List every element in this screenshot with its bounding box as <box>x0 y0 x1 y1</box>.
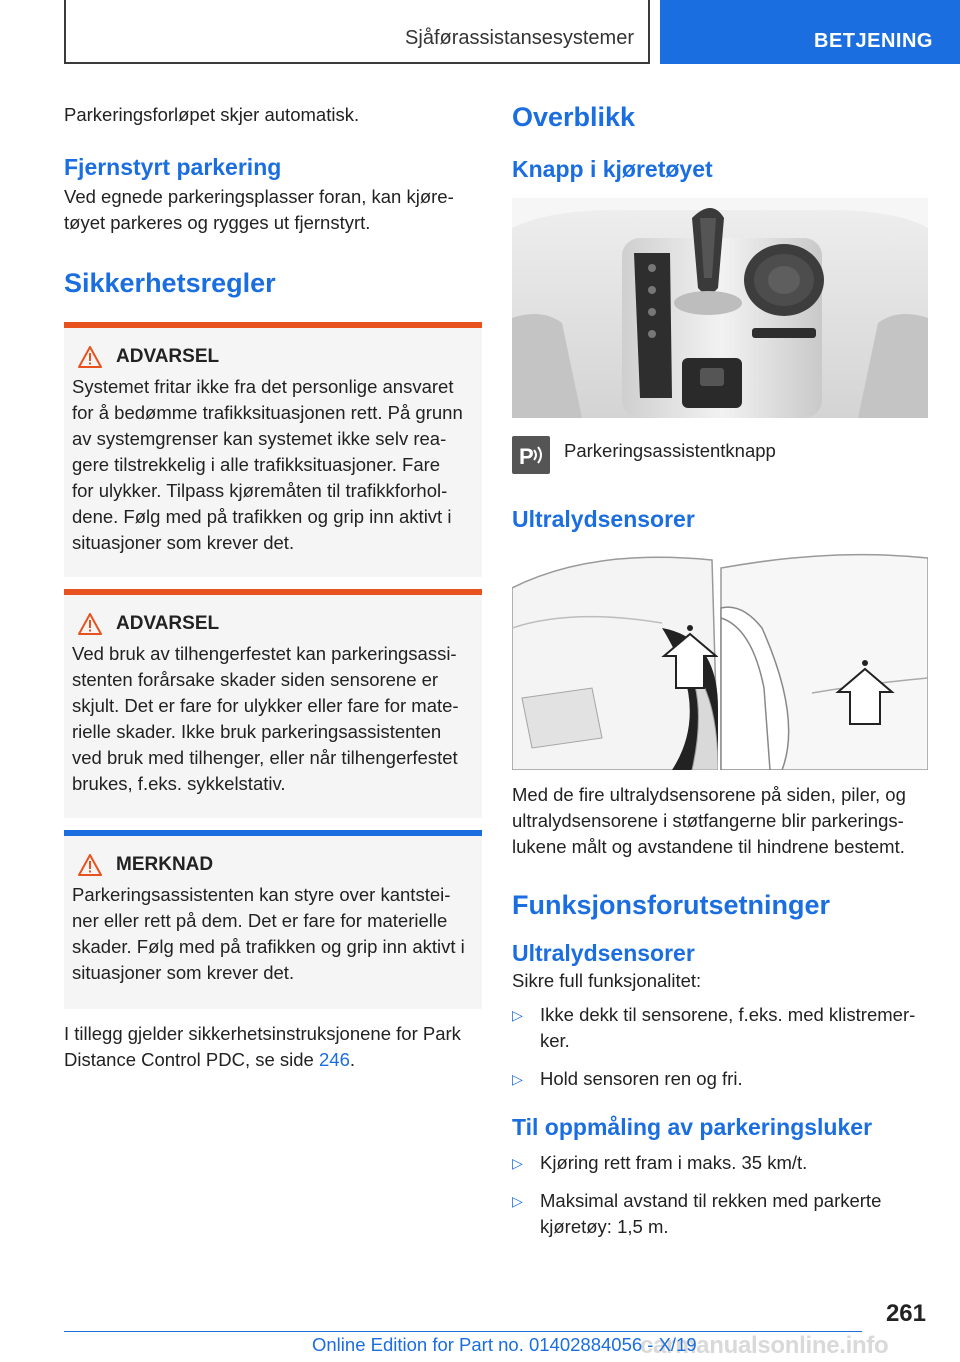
notice-line: skader. Følg med på trafikken og grip inn aktivt i <box>72 936 465 957</box>
list-item-line: Ikke dekk til sensorene, f.eks. med klistremer- <box>540 1004 916 1025</box>
page-number: 261 <box>885 1300 926 1327</box>
warning-line: for å bedømme trafikksituasjonen rett. På grunn <box>72 402 463 423</box>
warning-box-1 <box>64 322 482 577</box>
remote-parking-title: Fjernstyrt parkering <box>64 154 282 180</box>
notice-line: Parkeringsassistenten kan styre over kantstei- <box>72 884 451 905</box>
notice-line: ner eller rett på dem. Det er fare for materielle <box>72 910 448 931</box>
sensors-title: Ultralydsensorer <box>512 506 695 532</box>
warning-header-1 <box>72 346 474 368</box>
triangle-bullet-icon: ▷ <box>512 1193 523 1209</box>
list-item <box>512 1150 928 1176</box>
right-column <box>512 96 928 1240</box>
warning-triangle-icon <box>78 854 102 876</box>
triangle-bullet-icon: ▷ <box>512 1071 523 1087</box>
overview-title: Overblikk <box>512 102 636 132</box>
console-drawing <box>512 198 928 418</box>
warning-line: dene. Følg med på trafikken og grip inn aktivt i <box>72 506 452 527</box>
button-caption: Parkeringsassistentknapp <box>564 440 776 461</box>
additional-text-2-start: Distance Control PDC, se side <box>64 1049 319 1070</box>
list-item-line: Hold sensoren ren og fri. <box>540 1068 743 1089</box>
car-sensor-illustration <box>512 548 928 770</box>
intro-text: Parkeringsforløpet skjer automatisk. <box>64 104 360 125</box>
console-illustration <box>512 198 928 418</box>
button-title: Knapp i kjøretøyet <box>512 156 713 182</box>
footer-edition: Online Edition for Part no. 01402884056 - X/19 <box>312 1334 697 1355</box>
list-item-line: kjøretøy: 1,5 m. <box>540 1216 669 1237</box>
warning-triangle-icon <box>78 346 102 368</box>
warning-triangle-icon <box>78 613 102 635</box>
warning-label-2: ADVARSEL <box>116 613 220 634</box>
warning-line: situasjoner som krever det. <box>72 532 295 553</box>
notice-line: situasjoner som krever det. <box>72 962 295 983</box>
warning-header-2 <box>72 613 474 635</box>
sensors-text: lukene målt og avstandene til hindrene bestemt. <box>512 836 905 857</box>
list-item <box>512 1002 928 1054</box>
header-chapter-tab <box>660 0 960 64</box>
additional-text-2 <box>64 1047 482 1073</box>
parking-assist-button-icon <box>512 436 550 474</box>
svg-text:P: P <box>519 444 534 469</box>
triangle-bullet-icon: ▷ <box>512 1007 523 1023</box>
warning-line: for ulykker. Tilpass kjøremåten til trafikkforhol- <box>72 480 448 501</box>
warning-line: Ved bruk av tilhengerfestet kan parkeringsassi- <box>72 643 457 664</box>
notice-box <box>64 830 482 1009</box>
prerequisites-subtitle: Ultralydsensorer <box>512 940 695 966</box>
header-section-tab <box>64 0 650 64</box>
left-column <box>64 96 482 1073</box>
list-item-line: ker. <box>540 1030 570 1051</box>
sensors-text: ultralydsensorene i støtfangerne blir parkerings- <box>512 810 904 831</box>
notice-label: MERKNAD <box>116 854 214 875</box>
safety-title: Sikkerhetsregler <box>64 268 276 298</box>
list-item-line: Maksimal avstand til rekken med parkerte <box>540 1190 882 1211</box>
header-chapter-title: BETJENING <box>814 30 933 52</box>
triangle-bullet-icon: ▷ <box>512 1155 523 1171</box>
prerequisites-title: Funksjonsforutsetninger <box>512 890 831 920</box>
warning-line: Systemet fritar ikke fra det personlige ansvaret <box>72 376 454 397</box>
header-section-title: Sjåførassistansesystemer <box>405 27 634 49</box>
measurement-title: Til oppmåling av parkeringsluker <box>512 1114 873 1140</box>
warning-line: stenten forårsake skader siden sensorene er <box>72 669 439 690</box>
car-drawing <box>512 548 928 770</box>
button-caption-row <box>512 436 928 474</box>
list-item <box>512 1188 928 1240</box>
measurement-list <box>512 1150 928 1240</box>
sensors-text: Med de fire ultralydsensorene på siden, piler, og <box>512 784 906 805</box>
prerequisites-text: Sikre full funksjonalitet: <box>512 970 702 991</box>
warning-line: rielle skader. Ikke bruk parkeringsassistenten <box>72 721 442 742</box>
remote-parking-text-2: tøyet parkeres og rygges ut fjernstyrt. <box>64 212 371 233</box>
list-item-line: Kjøring rett fram i maks. 35 km/t. <box>540 1152 808 1173</box>
warning-line: av systemgrenser kan systemet ikke selv rea- <box>72 428 447 449</box>
warning-line: gere tilstrekkelig i alle trafikksituasjoner. Fare <box>72 454 441 475</box>
warning-box-2 <box>64 589 482 818</box>
additional-text-1: I tillegg gjelder sikkerhetsinstruksjonene for Park <box>64 1023 461 1044</box>
remote-parking-text-1: Ved egnede parkeringsplasser foran, kan kjøre- <box>64 186 454 207</box>
warning-line: brukes, f.eks. sykkelstativ. <box>72 773 286 794</box>
prerequisites-list <box>512 1002 928 1092</box>
warning-line: skjult. Det er fare for ulykker eller fare for mate- <box>72 695 459 716</box>
warning-label-1: ADVARSEL <box>116 346 220 367</box>
additional-text-2-end: . <box>349 1049 356 1070</box>
notice-header <box>72 854 474 876</box>
watermark-text: carmanualsonline.info <box>640 1332 889 1359</box>
page-link-246[interactable]: 246 <box>319 1049 350 1070</box>
list-item <box>512 1066 928 1092</box>
warning-line: ved bruk med tilhenger, eller når tilhengerfestet <box>72 747 458 768</box>
